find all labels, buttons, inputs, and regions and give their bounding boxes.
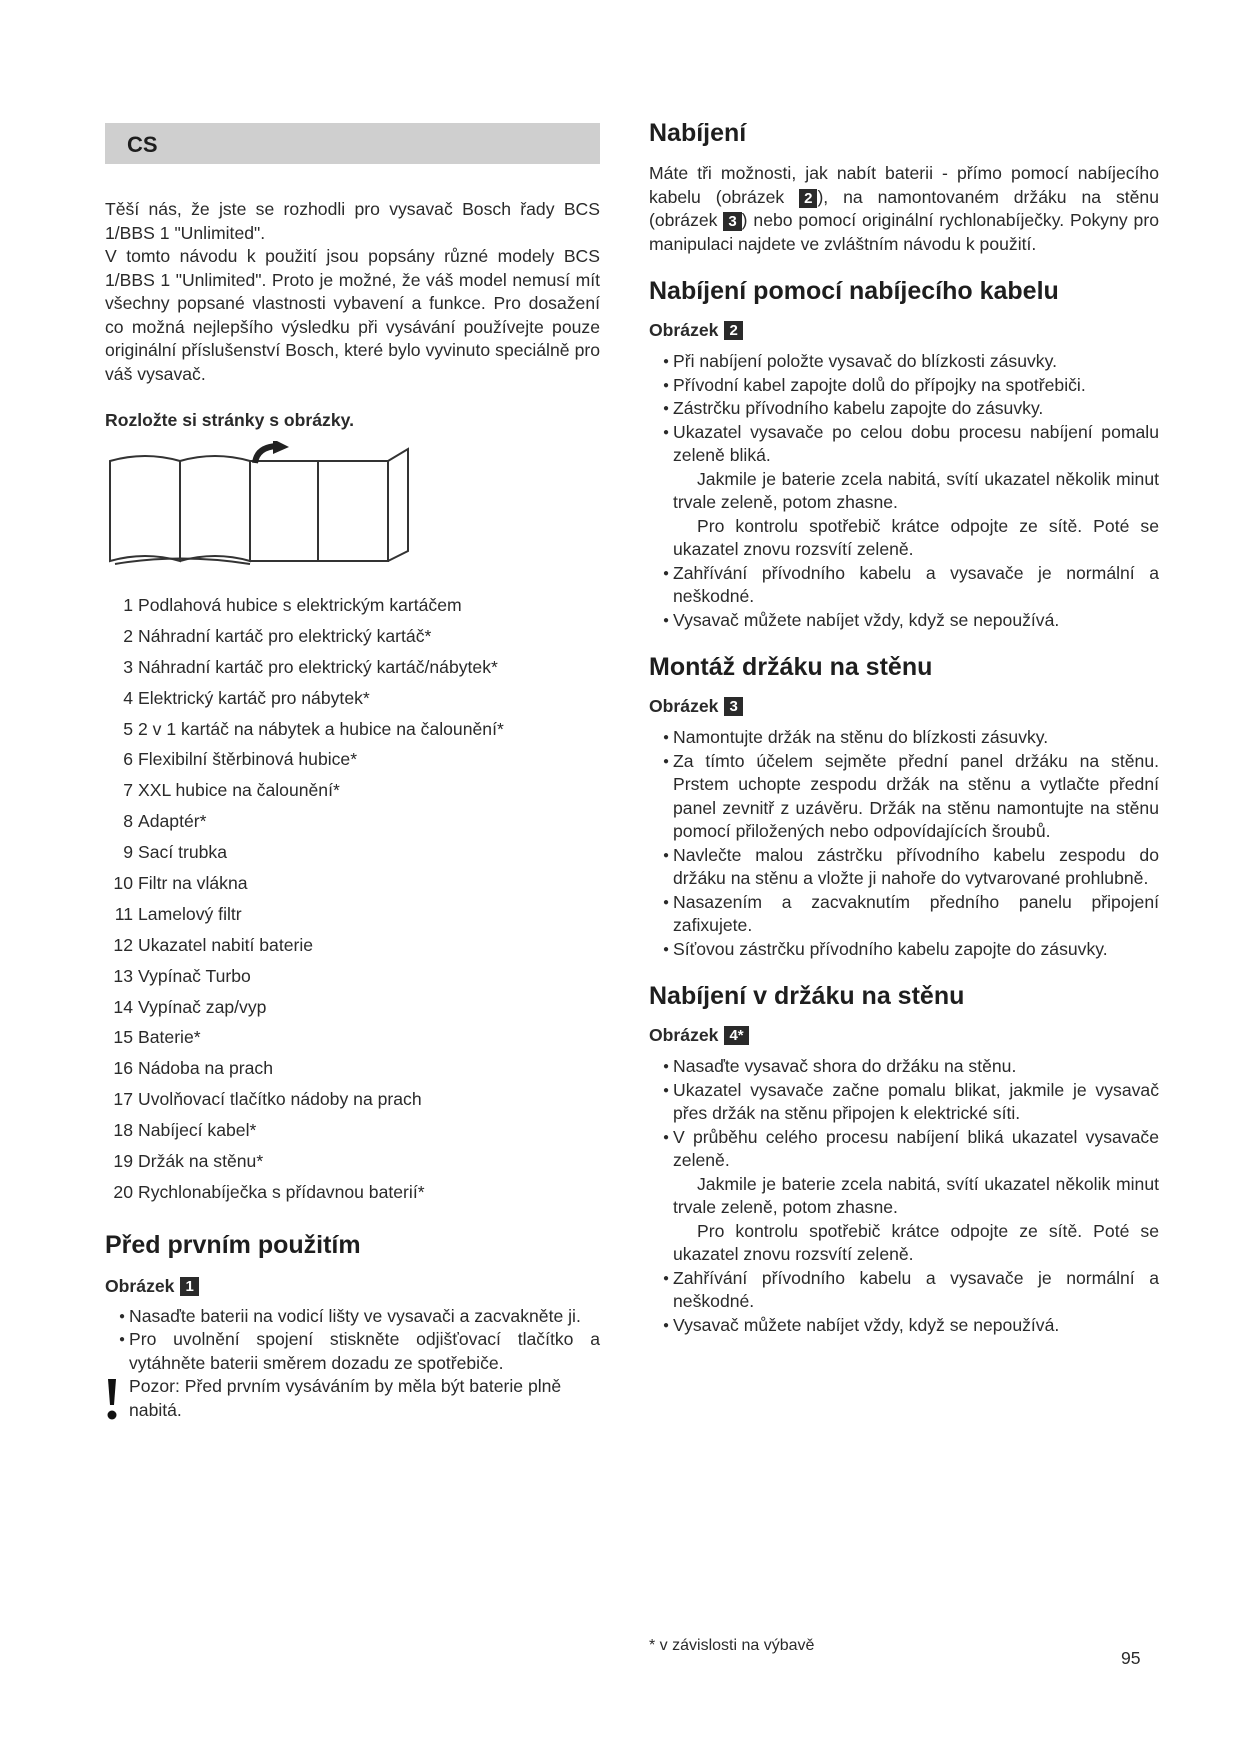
figure-number-badge: 3 xyxy=(723,212,741,231)
bullet-item: ● Vysavač můžete nabíjet vždy, když se nepoužívá. xyxy=(649,1314,1159,1338)
list-item: 20 Rychlonabíječka s přídavnou baterií* xyxy=(113,1181,425,1202)
language-tag: CS xyxy=(127,132,158,157)
figure-ref: Obrázek 2 xyxy=(649,320,1159,341)
bullet-item: ● Zástrčku přívodního kabelu zapojte do zásuvky. xyxy=(649,397,1159,421)
list-item: 13 Vypínač Turbo xyxy=(113,965,251,986)
intro-paragraph-1: Těší nás, že jste se rozhodli pro vysavač Bosch řady BCS 1/BBS 1 "Unlimited". xyxy=(105,199,600,243)
list-item: 11 Lamelový filtr xyxy=(114,903,242,924)
intro xyxy=(105,198,600,386)
list-item: 7 XXL hubice na čalounění* xyxy=(123,780,340,801)
indented-text: Jakmile je baterie zcela nabitá, svítí ukazatel několik minut trvale zeleně, potom zhasne. xyxy=(673,1173,1159,1217)
bullet-item: ● Přívodní kabel zapojte dolů do přípojky na spotřebiči. xyxy=(649,374,1159,398)
figure-ref: Obrázek 4* xyxy=(649,1025,1159,1046)
bullet-item: ● Za tímto účelem sejměte přední panel držáku na stěnu. Prstem uchopte zespodu držák na stěnu a vytlačte přední panel zevnitř z uzávěru. Držák na stěnu namontujte na stěnu pomocí přiložených nebo odpovídajících šroubů. xyxy=(649,750,1159,844)
list-item: 18 Nabíjecí kabel* xyxy=(113,1120,257,1141)
right-column xyxy=(649,118,1159,1337)
figure-number-badge: 4* xyxy=(724,1026,748,1045)
list-item: 17 Uvolňovací tlačítko nádoby na prach xyxy=(113,1089,422,1110)
left-column xyxy=(105,198,600,1422)
bullet-item: ● Ukazatel vysavače po celou dobu procesu nabíjení pomalu zeleně bliká. xyxy=(649,421,1159,468)
list-item: 15 Baterie* xyxy=(113,1027,201,1048)
indented-text: Jakmile je baterie zcela nabitá, svítí ukazatel několik minut trvale zeleně, potom zhasne. xyxy=(673,468,1159,512)
bullet-item: ● Pro uvolnění spojení stiskněte odjišťovací tlačítko a vytáhněte baterii směrem dozadu ze spotřebiče. xyxy=(105,1328,600,1375)
list-item: 1 Podlahová hubice s elektrickým kartáčem xyxy=(123,595,462,615)
list-item: 4 Elektrický kartáč pro nábytek* xyxy=(123,687,370,708)
bullet-item: ● Namontujte držák na stěnu do blízkosti zásuvky. xyxy=(649,726,1159,750)
list-item: 2 Náhradní kartáč pro elektrický kartáč* xyxy=(123,625,432,646)
cable-charging-heading: Nabíjení pomocí nabíjecího kabelu xyxy=(649,277,1059,305)
language-bar xyxy=(105,123,600,164)
figure-number-badge: 2 xyxy=(724,321,742,340)
indented-text: Pro kontrolu spotřebič krátce odpojte ze sítě. Poté se ukazatel znovu rozsvítí zeleně. xyxy=(673,515,1159,559)
wall-mount-heading: Montáž držáku na stěnu xyxy=(649,653,933,681)
list-item: 10 Filtr na vlákna xyxy=(113,873,248,894)
bullet-item: ● Nasazením a zacvaknutím předního panelu připojení zafixujete. xyxy=(649,891,1159,938)
list-item: 12 Ukazatel nabití baterie xyxy=(113,934,314,955)
figure-ref: Obrázek 1 xyxy=(105,1276,600,1297)
wall-charging-heading: Nabíjení v držáku na stěnu xyxy=(649,982,965,1010)
footnote: * v závislosti na výbavě xyxy=(649,1637,815,1654)
bullet-item: ● Ukazatel vysavače začne pomalu blikat, jakmile je vysavač přes držák na stěnu připojen k elektrické síti. xyxy=(649,1079,1159,1126)
fold-instruction: Rozložte si stránky s obrázky. xyxy=(105,410,355,430)
warning-note: Pozor: Před prvním vysáváním by měla být baterie plně nabitá. xyxy=(105,1375,600,1422)
figure-number-badge: 1 xyxy=(180,1277,198,1296)
list-item: 6 Flexibilní štěrbinová hubice* xyxy=(123,749,358,770)
list-item: 5 2 v 1 kartáč na nábytek a hubice na čalounění* xyxy=(123,718,504,739)
bullet-item: ● Vysavač můžete nabíjet vždy, když se nepoužívá. xyxy=(649,609,1159,633)
list-item: 3 Náhradní kartáč pro elektrický kartáč/nábytek* xyxy=(123,656,498,677)
bullet-item: ● Zahřívání přívodního kabelu a vysavače je normální a neškodné. xyxy=(649,1267,1159,1314)
bullet-item: ● Navlečte malou zástrčku přívodního kabelu zespodu do držáku na stěnu a vložte ji nahoře do vytvarované prohlubně. xyxy=(649,844,1159,891)
charging-heading: Nabíjení xyxy=(649,119,747,147)
fold-out-pages-illustration xyxy=(105,441,425,566)
bullet-item: ● Zahřívání přívodního kabelu a vysavače je normální a neškodné. xyxy=(649,562,1159,609)
bullet-item: ● Nasaďte baterii na vodicí lišty ve vysavači a zacvakněte ji. xyxy=(105,1305,600,1329)
bullet-item: ● V průběhu celého procesu nabíjení bliká ukazatel vysavače zeleně. xyxy=(649,1126,1159,1173)
first-use-heading: Před prvním použitím xyxy=(105,1230,361,1259)
list-item: 19 Držák na stěnu* xyxy=(113,1151,264,1172)
list-item: 16 Nádoba na prach xyxy=(113,1058,273,1079)
charging-intro: Máte tři možnosti, jak nabít baterii - přímo pomocí nabíjecího kabelu (obrázek 2 ), na namontovaném držáku na stěnu (obrázek 3 ) nebo pomocí originální rychlonabíječky. Pokyny pro manipulaci najdete ve zvláštním návodu k použití. xyxy=(649,163,1159,254)
list-item: 9 Sací trubka xyxy=(123,842,227,863)
figure-number-badge: 3 xyxy=(724,697,742,716)
bullet-item: ● Při nabíjení položte vysavač do blízkosti zásuvky. xyxy=(649,350,1159,374)
page-number: 95 xyxy=(1121,1648,1141,1668)
bullet-item: ● Síťovou zástrčku přívodního kabelu zapojte do zásuvky. xyxy=(649,938,1159,962)
indented-text: Pro kontrolu spotřebič krátce odpojte ze sítě. Poté se ukazatel znovu rozsvítí zeleně. xyxy=(673,1220,1159,1264)
intro-paragraph-2: V tomto návodu k použití jsou popsány různé modely BCS 1/BBS 1 "Unlimited". Proto je možné, že váš model nemusí mít všechny popsané vlastnosti vybavení a funkce. Pro dosažení co možná nejlepšího výsledku při vysávání používejte pouze originální příslušenství Bosch, které bylo vyvinuto speciálně pro váš vysavač. xyxy=(105,246,600,384)
list-item: 8 Adaptér* xyxy=(123,811,207,832)
figure-number-badge: 2 xyxy=(799,189,817,208)
figure-ref: Obrázek 3 xyxy=(649,696,1159,717)
parts-list xyxy=(105,590,600,1208)
list-item: 14 Vypínač zap/vyp xyxy=(113,996,267,1017)
bullet-item: ● Nasaďte vysavač shora do držáku na stěnu. xyxy=(649,1055,1159,1079)
exclamation-icon xyxy=(105,1375,119,1422)
